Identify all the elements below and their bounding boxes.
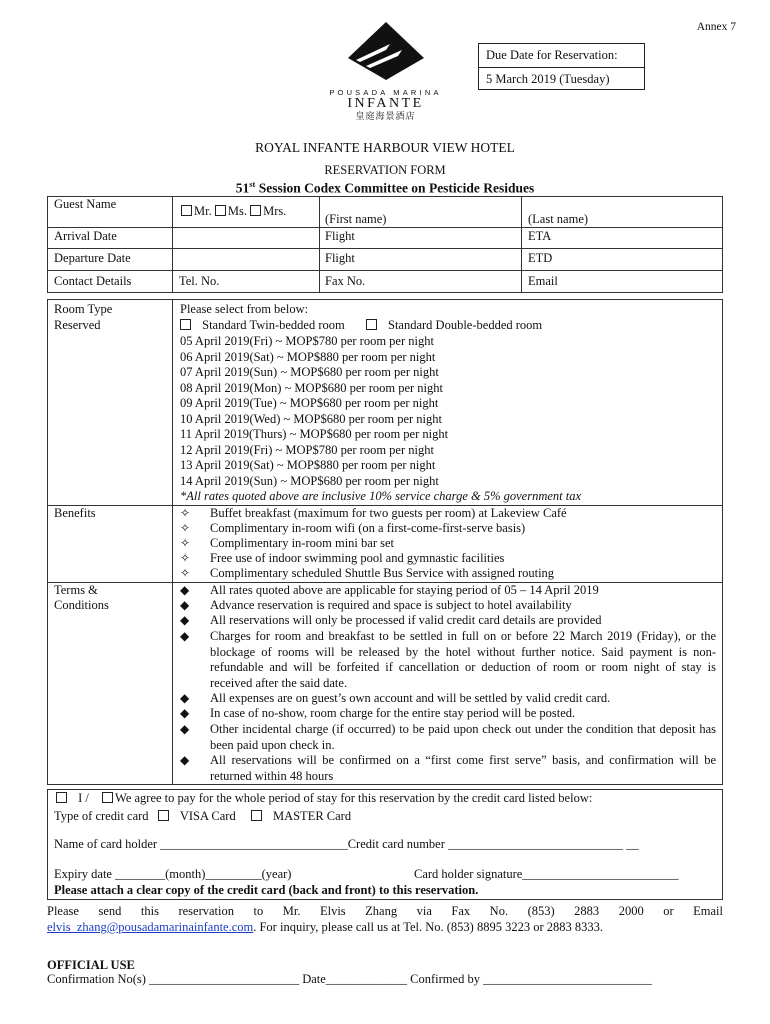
term-bullet [180,753,210,769]
double-room-checkbox[interactable] [366,319,377,330]
rate-list [180,334,581,505]
agreement-text: We agree to pay for the whole period of stay for this reservation by the credit card listed below: [115,791,593,805]
benefit-item [180,566,554,582]
annex-label: Annex 7 [696,21,736,33]
session-ordinal: st [249,179,256,189]
confirmation-row[interactable]: Confirmation No(s) ________________________ Date_____________ Confirmed by ___________________________ [47,972,652,986]
send-instructions-line-2 [47,920,603,935]
email-link[interactable]: elvis_zhang@pousadamarinainfante.com [47,920,254,934]
star-bullet-icon: ✧ [180,536,191,550]
mastercard-checkbox[interactable] [251,810,262,821]
room-type-label: Room Type [54,302,113,316]
rates-note: *All rates quoted above are inclusive 10% service charge & 5% government tax [180,489,582,503]
term-item: Other incidental charge (if occurred) to be paid upon check out under the condition that deposit has been paid upon check in. [210,722,716,752]
star-bullet-icon: ✧ [180,506,191,520]
twin-room-label: Standard Twin-bedded room [202,318,345,332]
room-select-text: Please select from below: [180,302,309,316]
rate-item: 12 April 2019(Fri) ~ MOP$780 per room per night [180,442,434,457]
official-use-heading: OFFICIAL USE [47,958,135,972]
terms-label-1: Terms & [54,583,98,597]
rate-item: 13 April 2019(Sat) ~ MOP$880 per room per night [180,458,436,472]
twin-room-checkbox[interactable] [180,319,191,330]
diamond-bullet-icon: ◆ [180,613,190,627]
room-reserved-label: Reserved [54,318,101,332]
diamond-bullet-icon: ◆ [180,583,190,597]
term-bullet [180,598,210,614]
star-bullet-icon: ✧ [180,566,191,580]
room-type-options [180,318,542,333]
email-field[interactable]: Email [528,274,558,288]
arrival-flight-field[interactable]: Flight [325,229,355,243]
benefit-item [180,551,504,567]
benefit-item [180,536,394,552]
mrs-label: Mrs. [263,204,287,218]
diamond-bullet-icon: ◆ [180,706,190,720]
benefits-label: Benefits [54,506,96,520]
ms-checkbox[interactable] [215,205,226,216]
mastercard-label: MASTER Card [272,809,352,823]
eta-field[interactable]: ETA [528,229,552,243]
etd-field[interactable]: ETD [528,251,553,265]
double-room-label: Standard Double-bedded room [388,318,543,332]
guest-name-label: Guest Name [54,197,117,211]
diamond-bullet-icon: ◆ [180,722,190,736]
star-bullet-icon: ✧ [180,551,191,565]
diamond-bullet-icon: ◆ [180,629,190,643]
term-item: In case of no-show, room charge for the entire stay period will be posted. [210,706,576,720]
due-date-box [478,43,645,90]
diamond-bullet-icon: ◆ [180,753,190,767]
i-label: I / [78,791,89,805]
arrival-date-label: Arrival Date [54,229,117,243]
logo-mark-icon [346,20,426,82]
hotel-name: ROYAL INFANTE HARBOUR VIEW HOTEL [255,140,515,155]
benefit-text: Complimentary scheduled Shuttle Bus Service with assigned routing [210,566,555,580]
signature-field[interactable]: Card holder signature_________________________ [414,867,679,881]
logo-brand-chinese: 皇庭海景酒店 [355,112,416,122]
salutation-group [181,204,286,219]
ms-label: Ms. [227,204,247,218]
benefit-item [180,506,567,522]
due-date-value: 5 March 2019 (Tuesday) [479,67,644,90]
diamond-bullet-icon: ◆ [180,691,190,705]
fax-field[interactable]: Fax No. [325,274,366,288]
logo-brand-small: POUSADA MARINA [329,88,442,97]
departure-date-label: Departure Date [54,251,131,265]
rate-item: 14 April 2019(Sun) ~ MOP$680 per room per night [180,473,439,488]
card-type-row [54,809,351,824]
rate-item: 10 April 2019(Wed) ~ MOP$680 per room per night [180,411,442,426]
contact-details-label: Contact Details [54,274,132,288]
mr-checkbox[interactable] [181,205,192,216]
expiry-date-field[interactable]: Expiry date ________(month)_________(year) [54,867,292,881]
card-holder-row[interactable]: Name of card holder ______________________________Credit card number ____________________________ __ [54,837,639,851]
benefit-text: Complimentary in-room mini bar set [210,536,394,550]
term-bullet [180,722,210,738]
departure-flight-field[interactable]: Flight [325,251,355,265]
last-name-field[interactable]: (Last name) [528,212,589,226]
term-item: All expenses are on guest’s own account and will be settled by valid credit card. [210,691,611,705]
term-item: All reservations will only be processed if valid credit card details are provided [210,613,602,627]
term-bullet [180,583,210,599]
due-date-label: Due Date for Reservation: [486,48,618,62]
term-item: Advance reservation is required and space is subject to hotel availability [210,598,572,612]
diamond-bullet-icon: ◆ [180,598,190,612]
we-agree-checkbox[interactable] [102,792,113,803]
term-bullet [180,706,210,722]
visa-checkbox[interactable] [158,810,169,821]
benefit-text: Free use of indoor swimming pool and gymnastic facilities [210,551,505,565]
star-bullet-icon: ✧ [180,521,191,535]
rate-item: 05 April 2019(Fri) ~ MOP$780 per room per night [180,334,434,348]
session-name: Session Codex Committee on Pesticide Residues [255,180,535,196]
send-instructions-line-1: Please send this reservation to Mr. Elvis Zhang via Fax No. (853) 2883 2000 or Email [47,904,723,918]
inquiry-text: . For inquiry, please call us at Tel. No. (853) 8895 3223 or 2883 8333. [253,920,604,934]
mrs-checkbox[interactable] [250,205,261,216]
benefit-text: Buffet breakfast (maximum for two guests per room) at Lakeview Café [210,506,567,520]
rate-item: 11 April 2019(Thurs) ~ MOP$680 per room per night [180,427,449,441]
session-number: 51 [235,180,250,196]
form-title: RESERVATION FORM [324,163,446,177]
visa-label: VISA Card [179,809,236,823]
benefit-item [180,521,525,537]
hotel-logo [318,20,453,124]
term-item: Charges for room and breakfast to be settled in full on or before 22 March 2019 (Friday), or the blockage of rooms will be released by the hotel without further notice. Said payment is non-refundable and will be forfeited if cancellation or deduction of room or room night of stay is received after the said date. [210,629,716,690]
i-checkbox[interactable] [56,792,67,803]
term-bullet [180,613,210,629]
attach-card-note: Please attach a clear copy of the credit card (back and front) to this reservation. [54,883,479,897]
term-bullet [180,691,210,707]
rate-item: 08 April 2019(Mon) ~ MOP$680 per room per night [180,380,443,395]
term-item: All reservations will be confirmed on a “first come first serve” basis, and confirmation will be returned within 48 hours [210,753,716,783]
rate-item: 09 April 2019(Tue) ~ MOP$680 per room per night [180,396,439,410]
first-name-field[interactable]: (First name) [325,212,387,226]
term-item: All rates quoted above are applicable for staying period of 05 – 14 April 2019 [210,583,599,597]
tel-field[interactable]: Tel. No. [179,274,220,288]
logo-brand-big: INFANTE [347,96,424,111]
terms-label-2: Conditions [54,598,109,612]
agreement-row [56,791,592,806]
rate-item: 07 April 2019(Sun) ~ MOP$680 per room per night [180,365,439,379]
mr-label: Mr. [194,204,212,218]
benefit-text: Complimentary in-room wifi (on a first-come-first-serve basis) [210,521,526,535]
card-type-label: Type of credit card [54,809,149,823]
session-title [0,179,770,197]
rate-item: 06 April 2019(Sat) ~ MOP$880 per room per night [180,349,436,364]
term-bullet [180,629,210,645]
